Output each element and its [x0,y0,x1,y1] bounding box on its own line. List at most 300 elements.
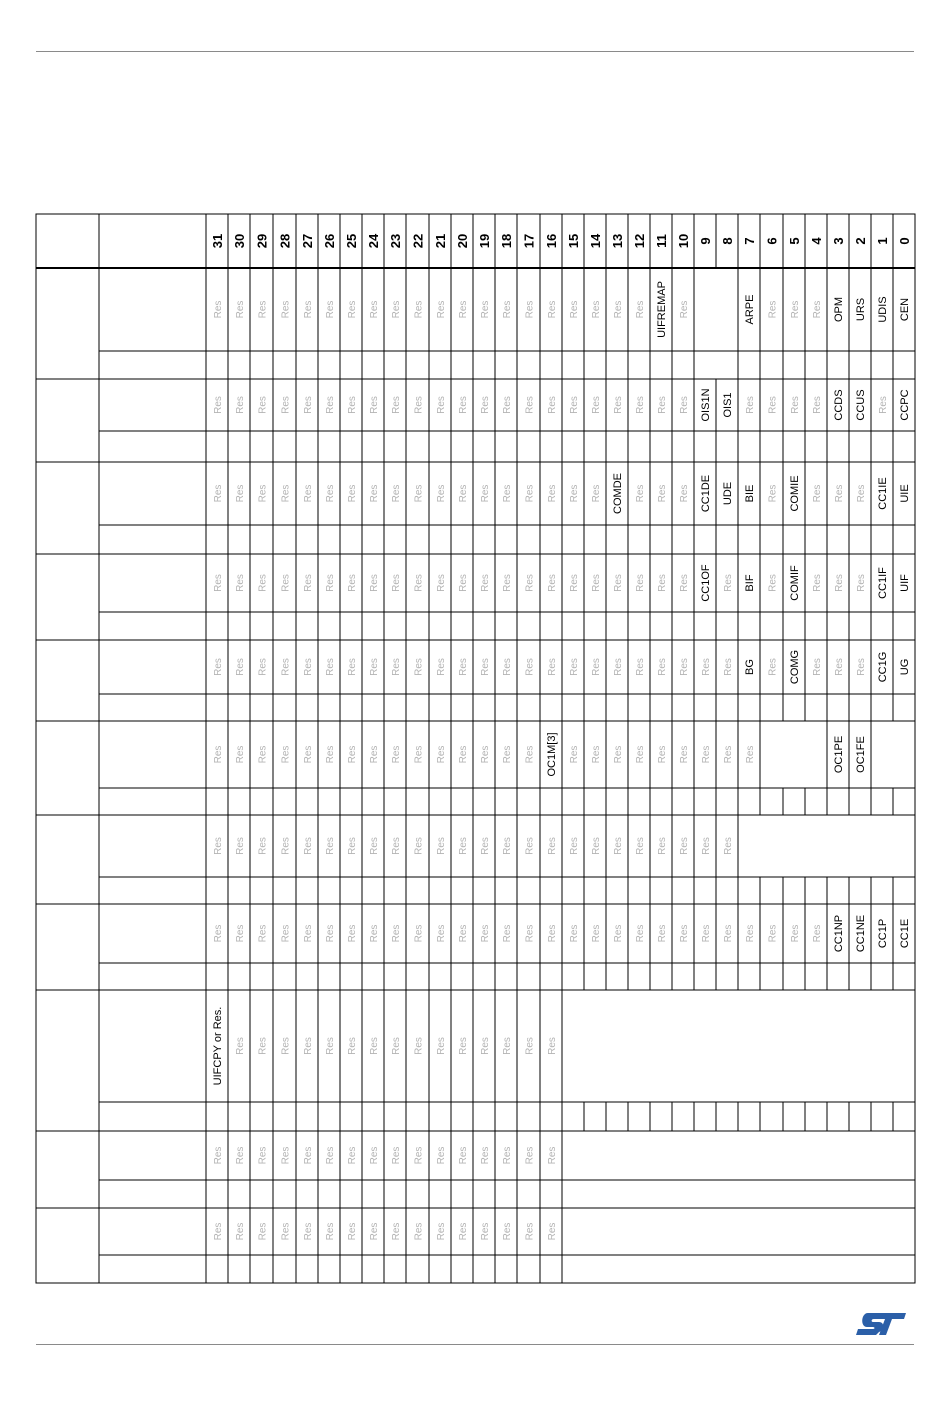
bit-number-6: 6 [764,237,780,245]
reserved-field: Res [325,1037,336,1055]
reserved-field: Res [812,396,823,414]
reserved-field: Res [524,1037,536,1055]
reserved-field: Res [369,300,380,319]
reserved-field: Res [569,396,580,414]
reserved-field: Res [436,745,447,764]
bit-number-22: 22 [410,233,426,249]
reserved-field: Res [347,396,358,414]
reserved-field: Res [591,300,602,319]
reserved-field: Res [480,574,491,592]
reserved-field: Res [303,1037,314,1055]
reserved-field: Res [235,574,246,592]
reserved-field: Res [257,837,269,855]
reserved-field: Res [569,574,580,592]
bit-number-10: 10 [676,233,691,249]
reserved-field: Res [502,396,513,414]
reserved-field: Res [480,484,491,503]
reserved-field: Res [413,837,425,855]
reserved-field: Res [767,484,779,503]
reserved-field: Res [635,574,646,592]
field-name: OIS1 [722,392,734,418]
field-name: UDIS [877,296,889,323]
reserved-field: Res [502,1222,513,1241]
reserved-field: Res [613,745,624,764]
reserved-field: Res [657,484,668,503]
st-logo-icon [852,1308,912,1340]
reserved-field: Res [325,484,336,503]
reserved-field: Res [391,658,402,676]
reserved-field: Res [257,924,269,943]
reserved-field: Res [213,484,224,503]
reserved-field: Res [635,658,646,676]
reserved-field: Res [280,837,292,855]
reserved-field: Res [569,300,580,319]
reserved-field: Res [369,924,380,943]
field-name: UG [899,658,911,676]
reserved-field: Res [369,1146,380,1165]
reserved-field: Res [723,658,734,676]
reserved-field: Res [569,484,580,503]
reserved-field: Res [745,396,756,414]
reserved-field: Res [458,1037,469,1055]
reserved-field: Res [812,924,823,943]
field-name: CC1E [899,918,911,949]
reserved-field: Res [812,574,823,592]
reserved-field: Res [235,658,246,676]
field-name: CCDS [833,389,845,421]
reserved-field: Res [280,658,292,676]
reserved-field: Res [369,1222,380,1241]
bit-number-5: 5 [787,237,802,245]
reserved-field: Res [303,1222,314,1241]
reserved-field: Res [679,300,690,319]
reserved-field: Res [458,1146,469,1165]
field-name: UIE [899,484,911,503]
bit-number-23: 23 [388,233,403,249]
reserved-field: Res [280,484,292,503]
reserved-field: Res [723,924,734,943]
reserved-field: Res [502,1037,513,1055]
reserved-field: Res [480,745,491,764]
reserved-field: Res [502,300,513,319]
reserved-field: Res [280,1146,292,1165]
reserved-field: Res [413,396,425,414]
reserved-field: Res [458,924,469,943]
reserved-field: Res [303,1146,314,1165]
reserved-field: Res [547,837,558,855]
reserved-field: Res [723,837,734,855]
reserved-field: Res [369,396,380,414]
reserved-field: Res [701,924,712,943]
reserved-field: Res [547,484,558,503]
reserved-field: Res [878,396,889,414]
reserved-field: Res [413,1222,425,1241]
reserved-field: Res [347,837,358,855]
reserved-field: Res [547,1146,558,1165]
bit-number-30: 30 [232,233,247,249]
reserved-field: Res [524,574,536,592]
reserved-field: Res [436,658,447,676]
reserved-field: Res [303,745,314,764]
reserved-field: Res [657,924,668,943]
reserved-field: Res [391,745,402,764]
bit-number-18: 18 [499,233,514,249]
reserved-field: Res [613,396,624,414]
bottom-rule [36,1344,914,1345]
bit-number-13: 13 [610,233,625,249]
reserved-field: Res [347,574,358,592]
field-name: BG [744,659,756,675]
bit-number-2: 2 [853,237,868,245]
field-name: CC1NE [855,914,867,953]
reserved-field: Res [767,574,779,592]
field-name: CC1OF [700,564,712,602]
reserved-field: Res [325,924,336,943]
reserved-field: Res [257,484,269,503]
field-name: OC1FE [855,736,867,773]
reserved-field: Res [235,300,246,319]
reserved-field: Res [547,1222,558,1241]
reserved-field: Res [391,1222,402,1241]
reserved-field: Res [635,837,646,855]
reserved-field: Res [591,745,602,764]
bit-number-25: 25 [344,233,359,249]
bit-number-19: 19 [477,233,492,249]
reserved-field: Res [235,1146,246,1165]
bit-number-4: 4 [809,237,824,245]
bit-number-12: 12 [632,233,647,249]
reserved-field: Res [524,484,536,503]
reserved-field: Res [391,574,402,592]
reserved-field: Res [524,924,536,943]
reserved-field: Res [458,1222,469,1241]
reserved-field: Res [547,1037,558,1055]
reserved-field: Res [303,924,314,943]
reserved-field: Res [303,484,314,503]
field-name: CCUS [855,389,867,421]
reserved-field: Res [812,484,823,503]
reserved-field: Res [303,658,314,676]
reserved-field: Res [547,658,558,676]
bit-number-3: 3 [831,237,846,245]
reserved-field: Res [856,658,867,676]
field-name: ARPE [744,294,756,325]
reserved-field: Res [235,837,246,855]
reserved-field: Res [635,300,646,319]
reserved-field: Res [524,300,536,319]
reserved-field: Res [213,1146,224,1165]
reserved-field: Res [657,574,668,592]
reserved-field: Res [569,924,580,943]
reserved-field: Res [547,574,558,592]
field-name: BIF [744,574,756,592]
reserved-field: Res [458,574,469,592]
reserved-field: Res [591,924,602,943]
reserved-field: Res [613,924,624,943]
reserved-field: Res [213,924,224,943]
reserved-field: Res [369,1037,380,1055]
reserved-field: Res [213,396,224,414]
reserved-field: Res [325,574,336,592]
field-name: UIFCPY or Res. [212,1006,224,1086]
reserved-field: Res [391,924,402,943]
reserved-field: Res [303,837,314,855]
reserved-field: Res [524,1146,536,1165]
reserved-field: Res [325,745,336,764]
bit-number-20: 20 [455,233,470,249]
reserved-field: Res [767,924,779,943]
bit-number-26: 26 [322,233,337,249]
field-name: CC1IF [877,567,889,599]
reserved-field: Res [657,745,668,764]
field-name: OPM [833,296,845,323]
field-name: CC1G [877,651,889,683]
bit-number-1: 1 [875,237,890,245]
reserved-field: Res [723,574,734,592]
reserved-field: Res [458,484,469,503]
reserved-field: Res [834,574,845,592]
reserved-field: Res [591,574,602,592]
reserved-field: Res [413,300,425,319]
bit-number-11: 11 [654,234,669,248]
bit-number-17: 17 [521,233,537,249]
reserved-field: Res [280,924,292,943]
reserved-field: Res [679,745,690,764]
reserved-field: Res [657,396,668,414]
bit-number-7: 7 [742,237,757,245]
reserved-field: Res [347,300,358,319]
reserved-field: Res [235,924,246,943]
reserved-field: Res [413,745,425,764]
reserved-field: Res [413,1146,425,1165]
field-name: OC1M[3] [546,732,558,777]
reserved-field: Res [613,837,624,855]
reserved-field: Res [257,658,269,676]
reserved-field: Res [679,484,690,503]
reserved-field: Res [458,658,469,676]
reserved-field: Res [436,1037,447,1055]
field-name: BIE [744,484,756,503]
field-name: COMIE [789,475,801,512]
reserved-field: Res [280,1222,292,1241]
reserved-field: Res [257,745,269,764]
reserved-field: Res [235,396,246,414]
reserved-field: Res [347,745,358,764]
reserved-field: Res [524,658,536,676]
reserved-field: Res [591,484,602,503]
reserved-field: Res [657,658,668,676]
reserved-field: Res [502,837,513,855]
reserved-field: Res [547,300,558,319]
reserved-field: Res [257,396,269,414]
reserved-field: Res [413,924,425,943]
field-name: URS [855,297,867,322]
reserved-field: Res [325,658,336,676]
reserved-field: Res [834,484,845,503]
reserved-field: Res [436,574,447,592]
field-name: CC1IE [877,477,889,510]
reserved-field: Res [325,837,336,855]
field-name: OC1PE [833,735,845,774]
reserved-field: Res [369,745,380,764]
reserved-field: Res [280,574,292,592]
reserved-field: Res [480,837,491,855]
reserved-field: Res [347,484,358,503]
reserved-field: Res [480,1146,491,1165]
reserved-field: Res [213,574,224,592]
reserved-field: Res [458,396,469,414]
reserved-field: Res [767,300,779,319]
reserved-field: Res [369,658,380,676]
reserved-field: Res [303,396,314,414]
field-name: CC1NP [833,914,845,953]
reserved-field: Res [347,658,358,676]
reserved-field: Res [524,745,536,764]
reserved-field: Res [391,1146,402,1165]
reserved-field: Res [436,484,447,503]
bit-number-21: 21 [433,233,448,249]
reserved-field: Res [436,300,447,319]
field-name: COMDE [612,473,624,514]
reserved-field: Res [480,658,491,676]
reserved-field: Res [635,745,646,764]
reserved-field: Res [767,396,779,414]
reserved-field: Res [213,837,224,855]
reserved-field: Res [524,1222,536,1241]
reserved-field: Res [369,574,380,592]
bit-number-8: 8 [720,237,735,245]
reserved-field: Res [767,658,779,676]
reserved-field: Res [679,837,690,855]
reserved-field: Res [812,658,823,676]
reserved-field: Res [502,484,513,503]
reserved-field: Res [325,396,336,414]
field-name: CCPC [899,389,911,421]
reserved-field: Res [679,396,690,414]
reserved-field: Res [436,924,447,943]
reserved-field: Res [701,745,712,764]
reserved-field: Res [524,837,536,855]
reserved-field: Res [325,1222,336,1241]
reserved-field: Res [657,837,668,855]
reserved-field: Res [480,924,491,943]
field-name: CC1DE [700,474,712,513]
reserved-field: Res [436,837,447,855]
reserved-field: Res [502,1146,513,1165]
reserved-field: Res [436,396,447,414]
reserved-field: Res [547,396,558,414]
bit-number-28: 28 [277,233,293,249]
reserved-field: Res [679,574,690,592]
reserved-field: Res [257,1222,269,1241]
reserved-field: Res [213,1222,224,1241]
reserved-field: Res [834,658,845,676]
reserved-field: Res [391,484,402,503]
reserved-field: Res [391,1037,402,1055]
reserved-field: Res [235,745,246,764]
reserved-field: Res [280,1037,292,1055]
field-name: COMIF [789,565,801,601]
reserved-field: Res [480,1222,491,1241]
bit-number-31: 31 [210,233,225,249]
bit-number-0: 0 [897,237,912,245]
reserved-field: Res [213,745,224,764]
reserved-field: Res [413,484,425,503]
bit-number-29: 29 [254,233,270,249]
reserved-field: Res [257,574,269,592]
reserved-field: Res [458,745,469,764]
reserved-field: Res [458,300,469,319]
reserved-field: Res [745,924,756,943]
reserved-field: Res [745,745,756,764]
reserved-field: Res [391,396,402,414]
reserved-field: Res [613,658,624,676]
reserved-field: Res [413,1037,425,1055]
reserved-field: Res [790,396,801,414]
reserved-field: Res [303,300,314,319]
reserved-field: Res [303,574,314,592]
bit-number-9: 9 [698,237,713,245]
reserved-field: Res [569,837,580,855]
field-name: COMG [789,649,801,685]
reserved-field: Res [569,745,580,764]
bit-number-15: 15 [566,233,581,249]
reserved-field: Res [369,837,380,855]
reserved-field: Res [502,745,513,764]
reserved-field: Res [213,300,224,319]
reserved-field: Res [613,574,624,592]
field-name: UIFREMAP [656,281,668,338]
field-name: UDE [722,481,734,506]
reserved-field: Res [347,1037,358,1055]
reserved-field: Res [347,1146,358,1165]
reserved-field: Res [413,658,425,676]
reserved-field: Res [613,300,624,319]
bit-number-16: 16 [544,233,559,249]
reserved-field: Res [569,658,580,676]
reserved-field: Res [413,574,425,592]
reserved-field: Res [502,924,513,943]
reserved-field: Res [280,300,292,319]
reserved-field: Res [790,924,801,943]
reserved-field: Res [635,396,646,414]
reserved-field: Res [547,924,558,943]
reserved-field: Res [635,924,646,943]
reserved-field: Res [257,300,269,319]
reserved-field: Res [280,745,292,764]
reserved-field: Res [257,1146,269,1165]
bit-number-27: 27 [300,233,315,249]
reserved-field: Res [347,924,358,943]
reserved-field: Res [591,837,602,855]
bit-number-14: 14 [588,233,603,249]
reserved-field: Res [480,1037,491,1055]
reserved-field: Res [391,300,402,319]
reserved-field: Res [723,745,734,764]
reserved-field: Res [325,1146,336,1165]
bit-number-24: 24 [366,233,381,249]
reserved-field: Res [325,300,336,319]
reserved-field: Res [856,484,867,503]
reserved-field: Res [679,658,690,676]
reserved-field: Res [280,396,292,414]
reserved-field: Res [235,484,246,503]
reserved-field: Res [213,658,224,676]
reserved-field: Res [790,300,801,319]
reserved-field: Res [701,837,712,855]
reserved-field: Res [235,1037,246,1055]
reserved-field: Res [347,1222,358,1241]
